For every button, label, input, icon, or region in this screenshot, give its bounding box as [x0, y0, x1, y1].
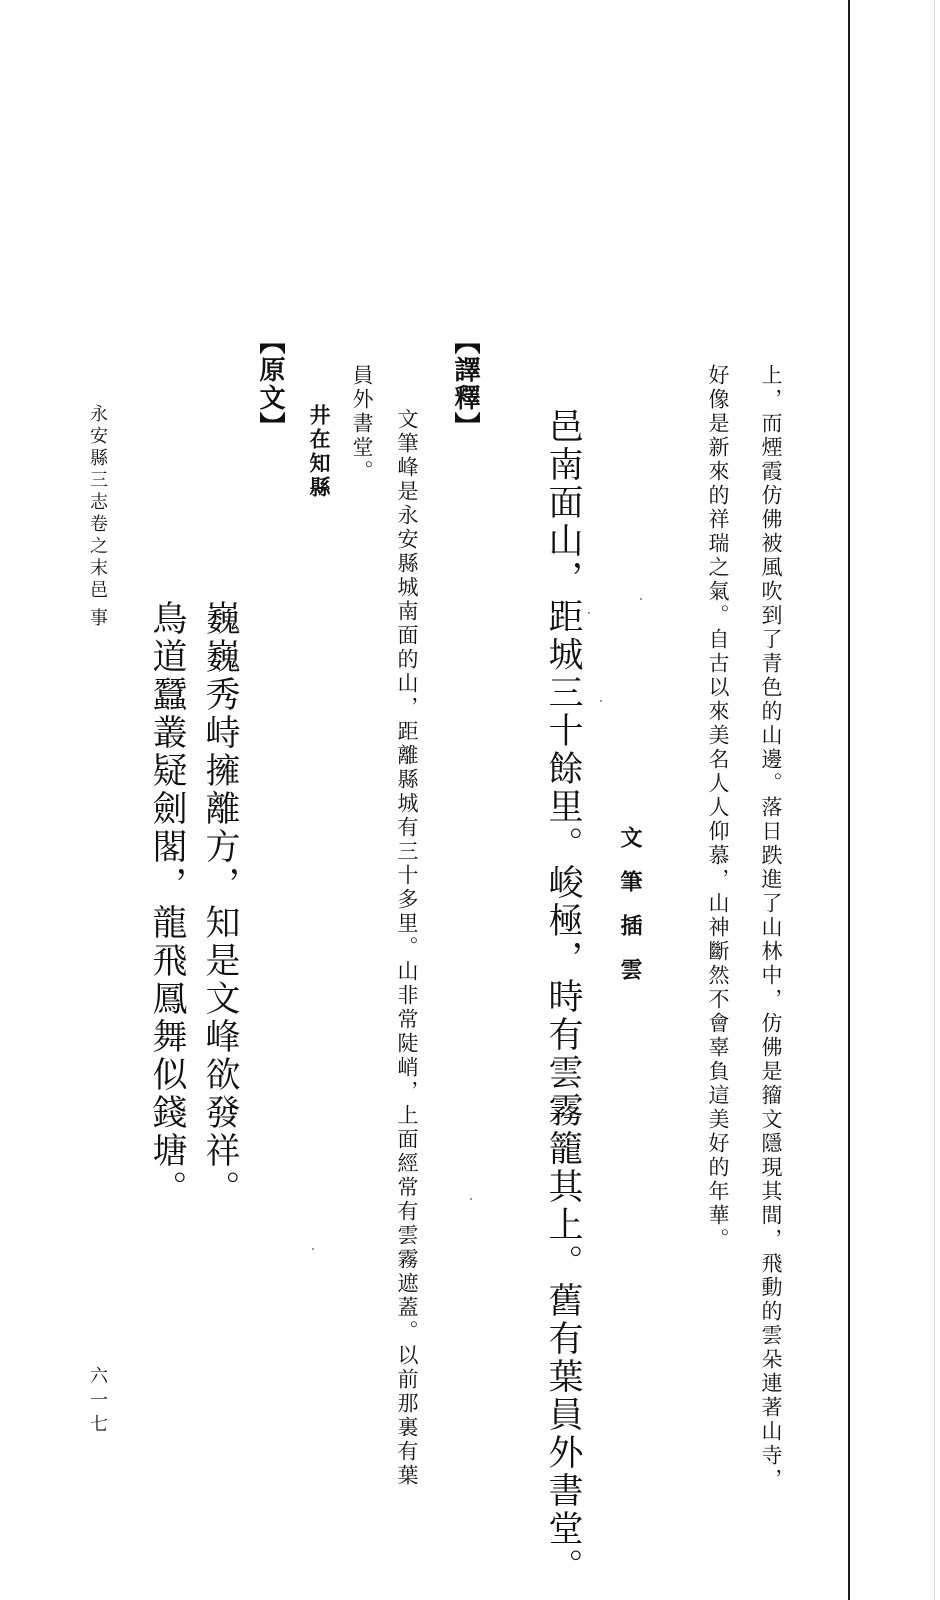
scan-speck	[588, 612, 590, 614]
prev-translation-line-1: 上，而煙霞仿佛被風吹到了青色的山邊。落日跌進了山林中，仿佛是籀文隱現其間，飛動的雲朵連著山寺，	[759, 364, 783, 1492]
translation-heading: 【譯釋】	[450, 328, 480, 440]
poem-line-1: 巍巍秀峙擁離方，知是文峰欲發祥。	[200, 600, 240, 1208]
poem-line-2: 鳥道蠶叢疑劍閣，龍飛鳳舞似錢塘。	[147, 600, 187, 1208]
original-heading: 【原文】	[255, 328, 285, 440]
page-number: 六一七	[87, 1366, 108, 1438]
main-text: 邑南面山，距城三十餘里。峻極，時有雲霧籠其上。舊有葉員外書堂。	[543, 408, 583, 1586]
translation-line-2: 員外書堂。	[350, 364, 374, 484]
footer-section: 邑事	[87, 580, 108, 636]
prev-translation-line-2: 好像是新來的祥瑞之氣。自古以來美名人人仰慕，山神斷然不會辜負這美好的年華。	[706, 364, 730, 1252]
section-title: 文筆插雲	[617, 826, 643, 1002]
page-edge-shadow	[934, 0, 935, 1600]
footer-book-title: 永安縣三志卷之末	[87, 404, 108, 580]
scan-speck	[312, 1248, 314, 1250]
scan-speck	[600, 700, 602, 702]
scan-speck	[640, 598, 642, 600]
scan-speck	[470, 1198, 472, 1200]
translation-line-1: 文筆峰是永安縣城南面的山，距離縣城有三十多里。山非常陡峭，上面經常有雲霧遮蓋。以前那裏有葉	[395, 408, 419, 1488]
author-note: 井在知縣	[307, 404, 332, 500]
page-edge-line	[848, 0, 850, 1600]
